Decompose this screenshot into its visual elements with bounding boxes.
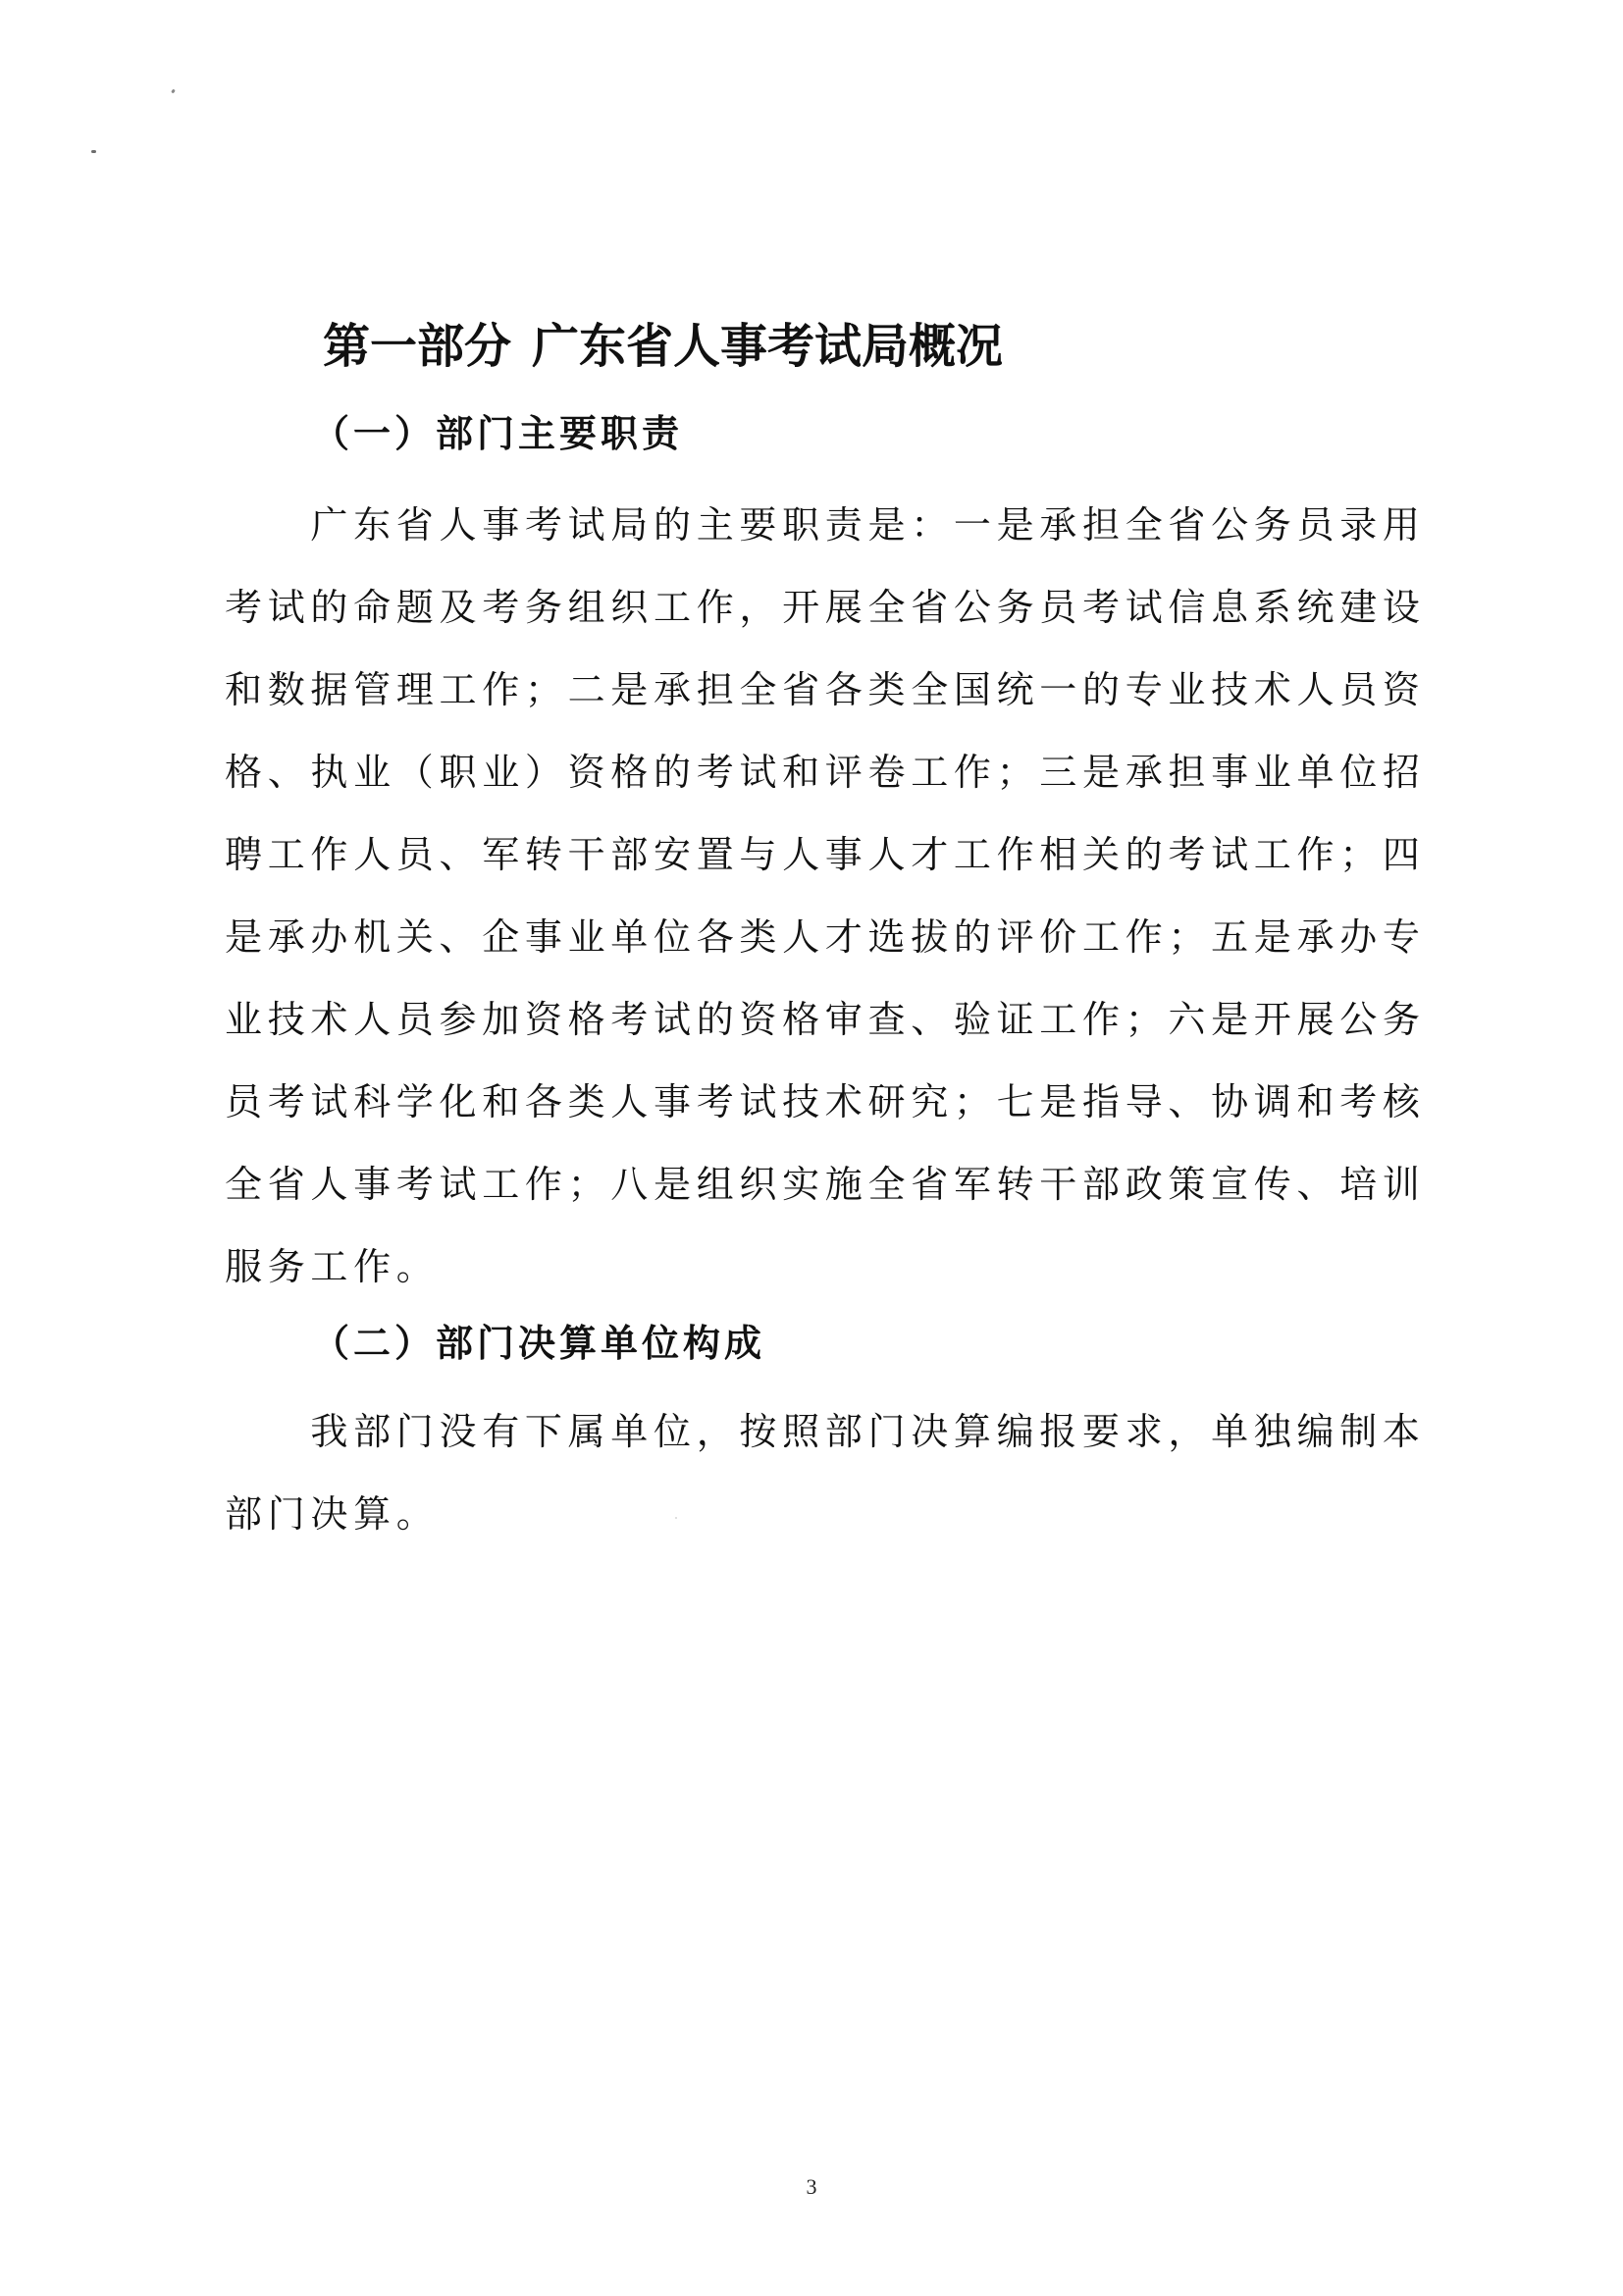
title-part-label: 第一部分 — [323, 319, 512, 374]
title-text: 广东省人事考试局概况 — [532, 319, 1004, 374]
scan-speck — [171, 89, 176, 94]
section-paragraph-units: 我部门没有下属单位，按照部门决算编报要求，单独编制本 部门决算。 — [225, 1410, 1426, 1536]
page-number: 3 — [806, 2174, 817, 2199]
section-heading-responsibilities: （一）部门主要职责 — [312, 412, 684, 455]
document-title — [323, 312, 1003, 381]
section-paragraph-responsibilities: 广东省人事考试局的主要职责是：一是承担全省公务员录用 考试的命题及考务组织工作，开展全省公务员考试信息系统建设 和数据管理工作；二是承担全省各类全国统一的专业技术人员资 格、执业（职业）资格的考试和评卷工作；三是承担事业单位招 聘工作人员、军转干部安置与人事人才工作相关的考试工作；四 是承办机关、企事业单位各类人才选拔的评价工作；五是承办专 业技术人员参加资格考试的资格审查、验证工作；六是开展公务 员考试科学化和各类人事考试技术研究；七是指导、协调和考核 全省人事考试工作；八是组织实施全省军转干部政策宣传、培训 服务工作。 — [225, 503, 1426, 1288]
section-heading-units: （二）部门决算单位构成 — [312, 1322, 766, 1365]
scan-speck — [91, 150, 96, 153]
